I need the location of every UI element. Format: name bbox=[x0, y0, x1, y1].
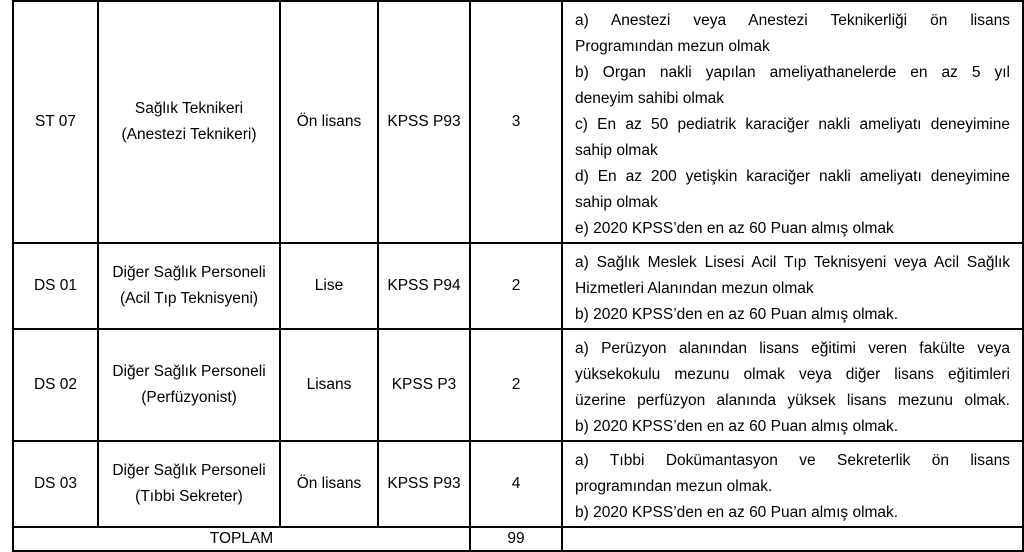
position-count: 2 bbox=[470, 329, 562, 441]
requirement-line: deneyim sahibi olmak bbox=[575, 90, 725, 107]
position-code: DS 03 bbox=[13, 441, 98, 527]
requirement-line: sahip olmak bbox=[575, 142, 658, 159]
requirement-line: b) Organ nakli yapılan ameliyathanelerde en az 5 yıl bbox=[575, 64, 1010, 81]
requirements bbox=[562, 1, 1023, 243]
position-code: DS 02 bbox=[13, 329, 98, 441]
requirement-line: e) 2020 KPSS’den en az 60 Puan almış olmak bbox=[575, 220, 894, 237]
requirement-line: a) Perüzyon alanından lisans eğitimi veren fakülte veya bbox=[575, 340, 1010, 357]
position-title bbox=[98, 243, 280, 329]
position-code: ST 07 bbox=[13, 1, 98, 243]
kpss-code: KPSS P93 bbox=[378, 1, 470, 243]
position-title bbox=[98, 329, 280, 441]
table-row bbox=[13, 243, 1023, 329]
requirement-line: yüksekokulu mezunu olmak veya diğer lisans eğitimleri bbox=[575, 366, 1010, 383]
position-title bbox=[98, 1, 280, 243]
title-line: Diğer Sağlık Personeli bbox=[112, 363, 266, 380]
requirement-line: d) En az 200 yetişkin karaciğer nakli ameliyatı deneyimine bbox=[575, 168, 1010, 185]
position-title bbox=[98, 441, 280, 527]
requirement-line: üzerine perfüzyon alanında yüksek lisans mezunu olmak. bbox=[575, 392, 1010, 409]
requirement-line: c) En az 50 pediatrik karaciğer nakli ameliyatı deneyimine bbox=[575, 116, 1010, 133]
table-row bbox=[13, 441, 1023, 527]
requirement-line: b) 2020 KPSS’den en az 60 Puan almış olmak. bbox=[575, 504, 899, 521]
education-level: Lisans bbox=[280, 329, 378, 441]
requirement-line: a) Sağlık Meslek Lisesi Acil Tıp Teknisyeni veya Acil Sağlık bbox=[575, 254, 1010, 271]
position-count: 3 bbox=[470, 1, 562, 243]
education-level: Ön lisans bbox=[280, 1, 378, 243]
title-line: Diğer Sağlık Personeli bbox=[112, 264, 266, 281]
total-empty-cell bbox=[562, 527, 1023, 551]
requirement-line: a) Anestezi veya Anestezi Teknikerliği ön lisans bbox=[575, 12, 1010, 29]
requirement-line: Hizmetleri Alanından mezun olmak bbox=[575, 280, 814, 297]
requirement-line: a) Tıbbi Dokümantasyon ve Sekreterlik ön lisans bbox=[575, 452, 1010, 469]
title-line: (Anestezi Teknikeri) bbox=[121, 126, 257, 143]
requirement-line: sahip olmak bbox=[575, 194, 658, 211]
position-count: 4 bbox=[470, 441, 562, 527]
requirement-line: Programından mezun olmak bbox=[575, 38, 770, 55]
education-level: Lise bbox=[280, 243, 378, 329]
requirements bbox=[562, 441, 1023, 527]
title-line: (Tıbbi Sekreter) bbox=[135, 488, 243, 505]
requirements bbox=[562, 329, 1023, 441]
kpss-code: KPSS P3 bbox=[378, 329, 470, 441]
table-row bbox=[13, 329, 1023, 441]
title-line: (Acil Tıp Teknisyeni) bbox=[119, 290, 259, 307]
title-line: Diğer Sağlık Personeli bbox=[112, 462, 266, 479]
total-label: TOPLAM bbox=[13, 527, 470, 551]
total-value: 99 bbox=[470, 527, 562, 551]
title-line: (Perfüzyonist) bbox=[141, 389, 237, 406]
requirements bbox=[562, 243, 1023, 329]
requirement-line: programından mezun olmak. bbox=[575, 478, 773, 495]
kpss-code: KPSS P94 bbox=[378, 243, 470, 329]
table-row bbox=[13, 1, 1023, 243]
kpss-code: KPSS P93 bbox=[378, 441, 470, 527]
education-level: Ön lisans bbox=[280, 441, 378, 527]
total-row bbox=[13, 527, 1023, 551]
position-code: DS 01 bbox=[13, 243, 98, 329]
position-count: 2 bbox=[470, 243, 562, 329]
title-line: Sağlık Teknikeri bbox=[134, 100, 244, 117]
requirement-line: b) 2020 KPSS’den en az 60 Puan almış olmak. bbox=[575, 418, 899, 435]
requirement-line: b) 2020 KPSS’den en az 60 Puan almış olmak. bbox=[575, 306, 899, 323]
positions-table bbox=[12, 0, 1024, 552]
